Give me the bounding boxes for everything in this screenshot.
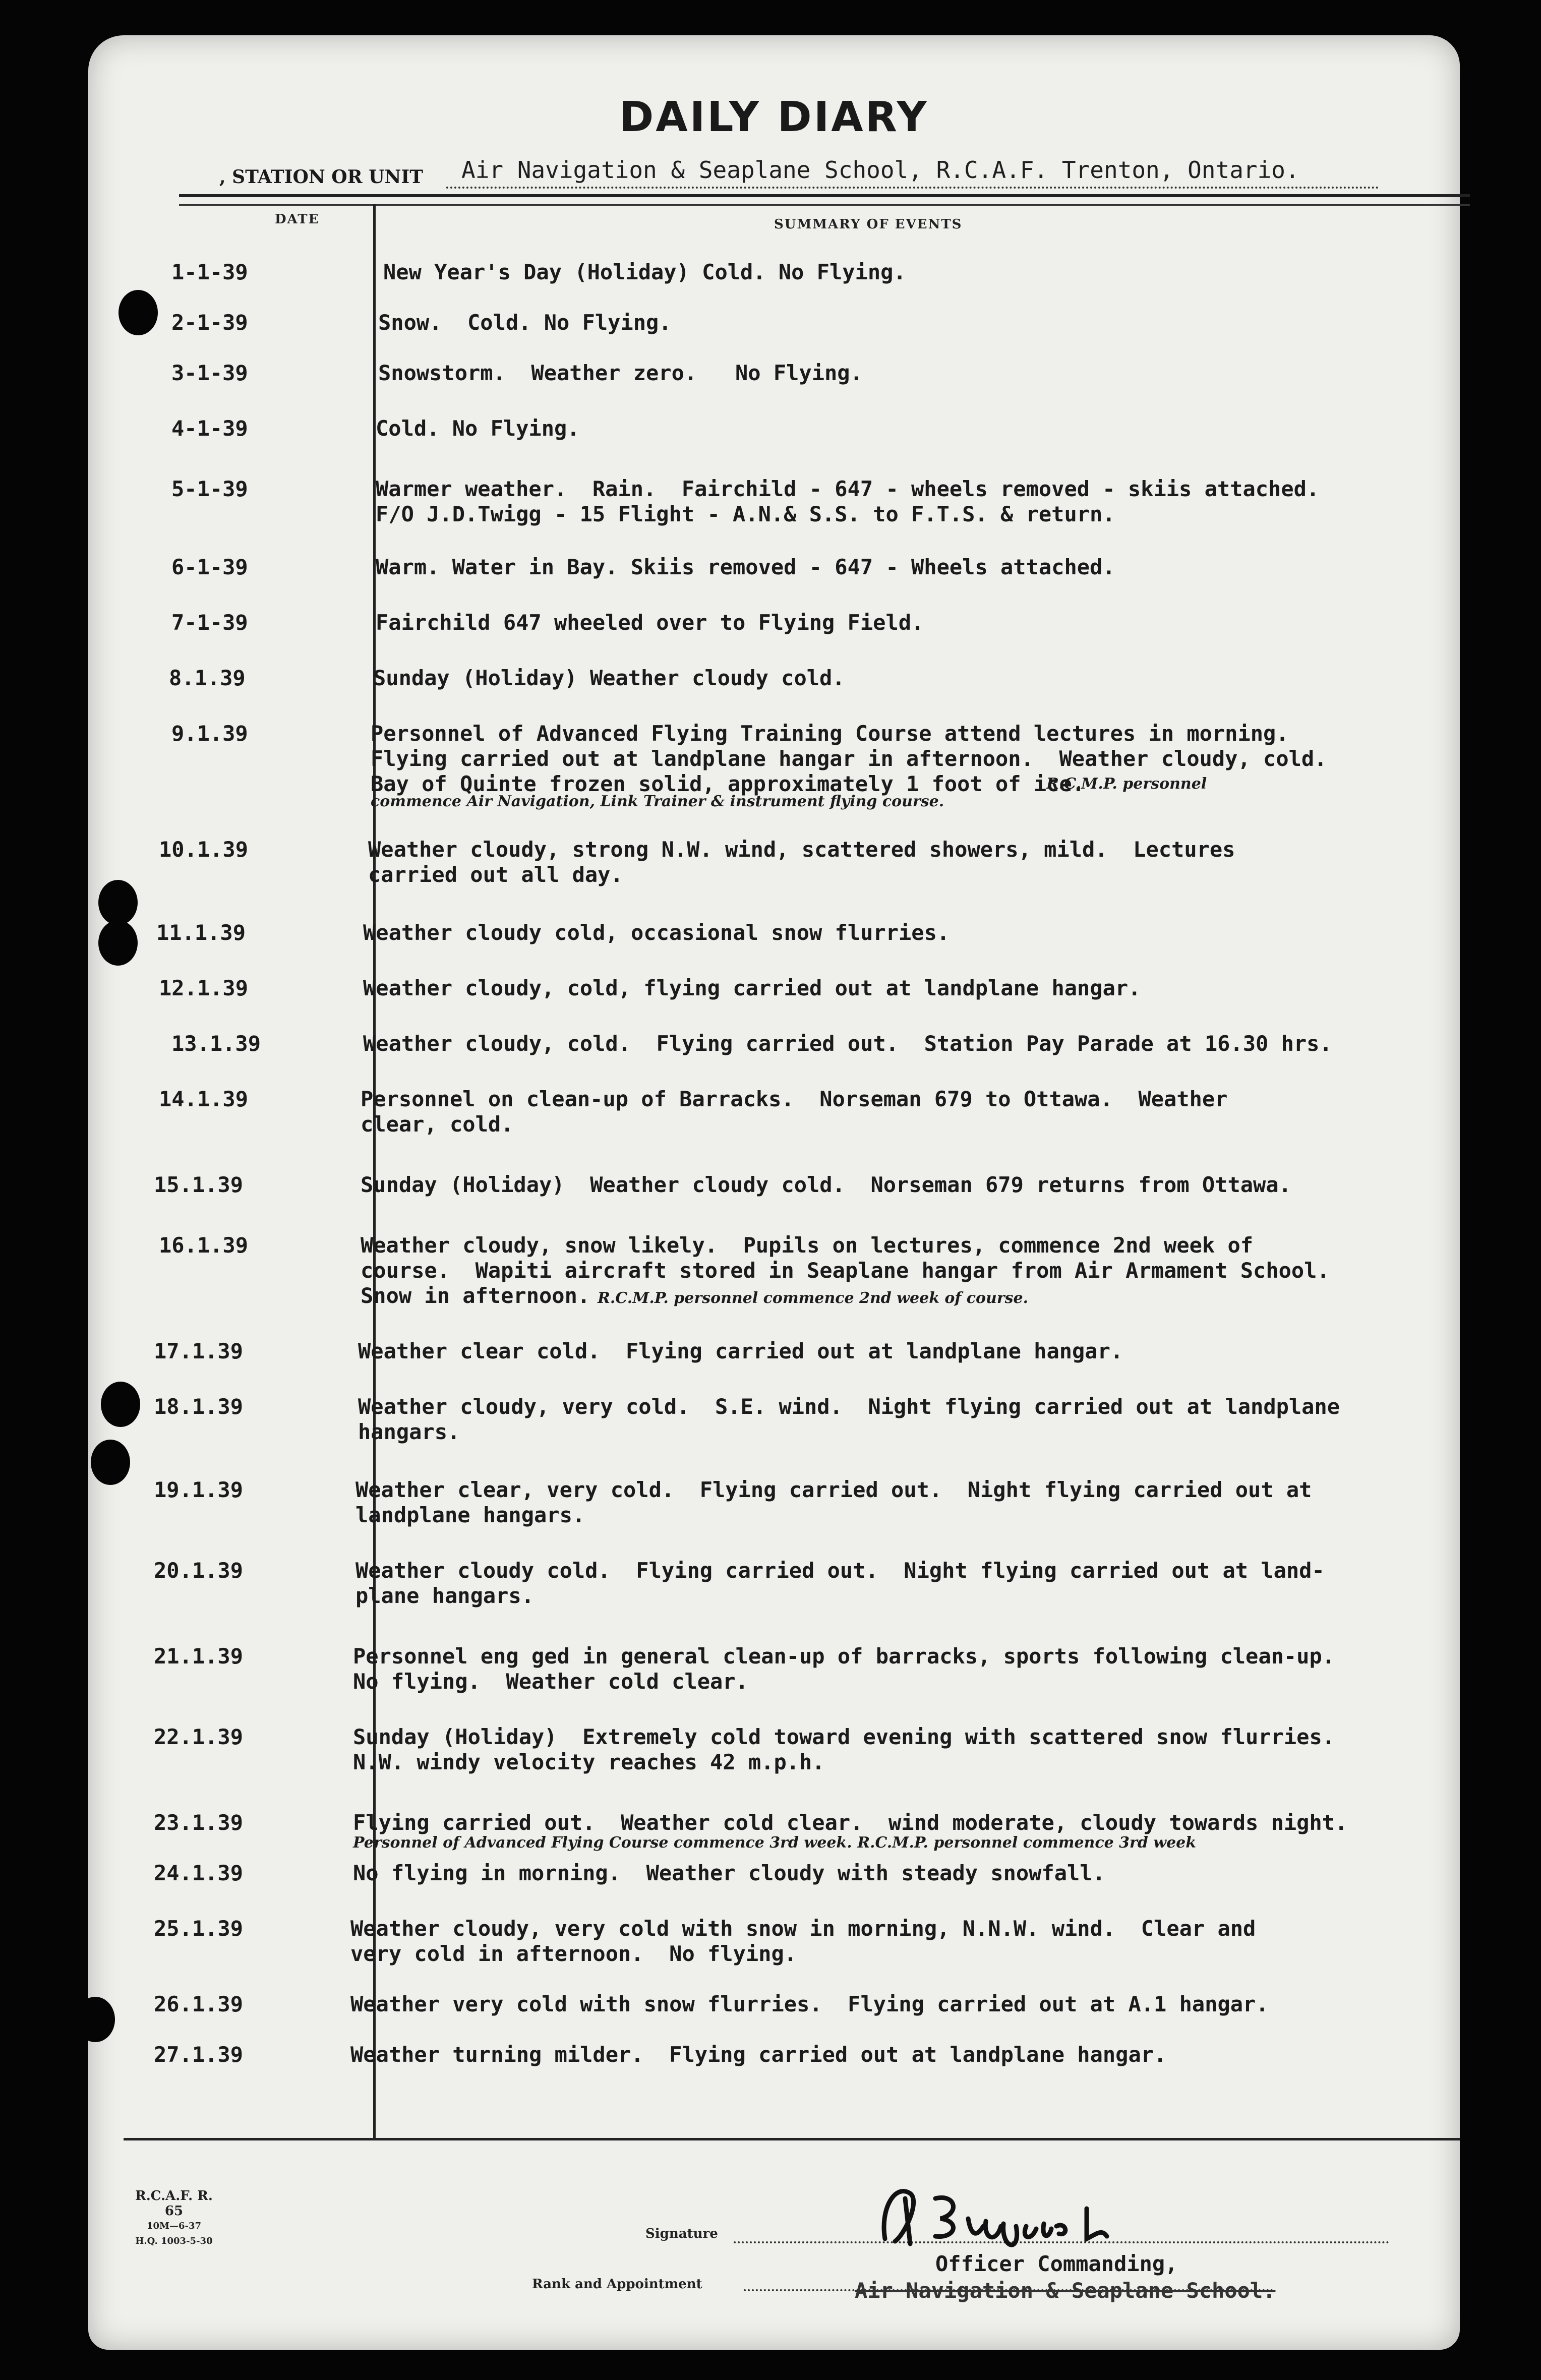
handwritten-note: R.C.M.P. personnel commence 2nd week of course.	[598, 1289, 1029, 1307]
entry-text-line: Sunday (Holiday) Extremely cold toward evening with scattered snow flurries.	[353, 1724, 1335, 1749]
entry-date: 2-1-39	[171, 310, 248, 335]
entry-date: 25.1.39	[154, 1916, 244, 1941]
entry-date: 10.1.39	[159, 837, 249, 862]
entry-text-line: Warm. Water in Bay. Skiis removed - 647 - Wheels attached.	[376, 555, 1115, 579]
entry-text-line: plane hangars.	[355, 1583, 535, 1608]
entry-text-line: Weather cloudy, cold, flying carried out at landplane hangar.	[363, 976, 1141, 1000]
entry-text-line: Weather turning milder. Flying carried out at landplane hangar.	[350, 2042, 1167, 2067]
station-value: Air Navigation & Seaplane School, R.C.A.F. Trenton, Ontario.	[461, 156, 1299, 184]
rank-label: Rank and Appointment	[532, 2277, 702, 2292]
entry-date: 4-1-39	[171, 416, 248, 441]
entry-text-line: Weather cloudy cold, occasional snow flurries.	[363, 920, 950, 945]
punch-hole	[118, 290, 158, 335]
entry-text-line: Weather cloudy cold. Flying carried out. Night flying carried out at land-	[355, 1558, 1325, 1583]
entry-date: 24.1.39	[154, 1861, 244, 1885]
bottom-rule	[124, 2138, 1460, 2140]
entry-date: 1-1-39	[171, 260, 248, 284]
entry-text-line: Weather clear cold. Flying carried out at landplane hangar.	[358, 1339, 1123, 1363]
entry-text-line: New Year's Day (Holiday) Cold. No Flying.	[383, 260, 906, 284]
entry-text-line: very cold in afternoon. No flying.	[350, 1941, 797, 1966]
entry-date: 19.1.39	[154, 1477, 244, 1502]
entry-text-line: Flying carried out. Weather cold clear. wind moderate, cloudy towards night.	[353, 1810, 1348, 1835]
handwritten-note: R.C.M.P. personnel	[1046, 775, 1207, 793]
entry-text-line: Snow in afternoon.	[361, 1283, 590, 1308]
entry-text-line: Weather cloudy, very cold with snow in morning, N.N.W. wind. Clear and	[350, 1916, 1256, 1941]
punch-hole	[76, 1997, 115, 2042]
entry-text-line: F/O J.D.Twigg - 15 Flight - A.N.& S.S. to F.T.S. & return.	[376, 502, 1115, 526]
entry-text-line: Warmer weather. Rain. Fairchild - 647 - wheels removed - skiis attached.	[376, 477, 1320, 501]
station-label: , STATION OR UNIT	[219, 166, 424, 188]
entry-text-line: Sunday (Holiday) Weather cloudy cold.	[373, 666, 845, 690]
entry-date: 18.1.39	[154, 1394, 244, 1419]
entry-text-line: Snow. Cold. No Flying.	[378, 310, 672, 335]
entry-text-line: Personnel on clean-up of Barracks. Norseman 679 to Ottawa. Weather	[361, 1087, 1228, 1111]
entry-text-line: Weather cloudy, strong N.W. wind, scattered showers, mild. Lectures	[368, 837, 1235, 862]
entry-text-line: landplane hangars.	[355, 1503, 585, 1527]
page-title: DAILY DIARY	[619, 93, 929, 141]
station-dotted-line	[446, 187, 1379, 189]
entry-date: 6-1-39	[171, 555, 248, 579]
entry-date: 21.1.39	[154, 1644, 244, 1669]
officer-title: Officer Commanding,	[935, 2251, 1178, 2276]
entry-date: 26.1.39	[154, 1992, 244, 2016]
entry-text-line: carried out all day.	[368, 862, 623, 887]
entry-text-line: Weather cloudy, cold. Flying carried out. Station Pay Parade at 16.30 hrs.	[363, 1031, 1332, 1056]
entry-text-line: Cold. No Flying.	[376, 416, 580, 441]
entry-text-line: clear, cold.	[361, 1112, 514, 1137]
entry-text-line: Personnel eng ged in general clean-up of barracks, sports following clean-up.	[353, 1644, 1335, 1669]
entry-text-line: Flying carried out at landplane hangar in afternoon. Weather cloudy, cold.	[371, 746, 1327, 771]
entry-text-line: N.W. windy velocity reaches 42 m.p.h.	[353, 1750, 825, 1774]
form-code-line: R.C.A.F. R. 65	[135, 2188, 213, 2219]
diary-sheet	[88, 35, 1460, 2350]
form-code	[129, 2188, 219, 2249]
entry-date: 20.1.39	[154, 1558, 244, 1583]
entry-date: 14.1.39	[159, 1087, 249, 1111]
form-code-line: 10M—6-37	[146, 2221, 202, 2231]
entry-text-line: Weather clear, very cold. Flying carried out. Night flying carried out at	[355, 1477, 1312, 1502]
entry-text-line: course. Wapiti aircraft stored in Seaplane hangar from Air Armament School.	[361, 1258, 1330, 1283]
entry-date: 11.1.39	[156, 920, 246, 945]
punch-hole	[91, 1440, 130, 1485]
entry-text-line: Personnel of Advanced Flying Training Course attend lectures in morning.	[371, 721, 1289, 746]
entry-date: 23.1.39	[154, 1810, 244, 1835]
entry-date: 13.1.39	[171, 1031, 261, 1056]
summary-column-header: SUMMARY OF EVENTS	[774, 217, 963, 232]
entry-text-line: Fairchild 647 wheeled over to Flying Field.	[376, 610, 924, 635]
entry-date: 5-1-39	[171, 477, 248, 501]
header-rule-thin	[179, 204, 1470, 206]
entry-text-line: Weather cloudy, very cold. S.E. wind. Night flying carried out at landplane	[358, 1394, 1340, 1419]
entry-text-line: Weather cloudy, snow likely. Pupils on lectures, commence 2nd week of	[361, 1233, 1254, 1258]
entry-text-line: Weather very cold with snow flurries. Flying carried out at A.1 hangar.	[350, 1992, 1269, 2016]
entry-date: 9.1.39	[171, 721, 248, 746]
handwritten-note: commence Air Navigation, Link Trainer & instrument flying course.	[371, 793, 944, 810]
signature-label: Signature	[645, 2226, 718, 2241]
entry-text-line: No flying in morning. Weather cloudy with steady snowfall.	[353, 1861, 1105, 1885]
header-rule	[179, 194, 1470, 197]
entry-date: 22.1.39	[154, 1724, 244, 1749]
punch-hole	[98, 880, 138, 925]
date-column-header: DATE	[275, 212, 320, 227]
entry-date: 12.1.39	[159, 976, 249, 1000]
entry-date: 16.1.39	[159, 1233, 249, 1258]
entry-text-line: hangars.	[358, 1419, 460, 1444]
entry-text-line: Bay of Quinte frozen solid, approximately 1 foot of ice.	[371, 771, 1085, 796]
form-code-line: H.Q. 1003-5-30	[135, 2236, 213, 2246]
entry-date: 7-1-39	[171, 610, 248, 635]
punch-hole	[101, 1382, 140, 1427]
entry-text-line: Sunday (Holiday) Weather cloudy cold. Norseman 679 returns from Ottawa.	[361, 1172, 1291, 1197]
entry-date: 3-1-39	[171, 361, 248, 385]
entry-text-line: No flying. Weather cold clear.	[353, 1669, 748, 1694]
entry-date: 8.1.39	[169, 666, 246, 690]
entry-date: 27.1.39	[154, 2042, 244, 2067]
entry-date: 15.1.39	[154, 1172, 244, 1197]
entry-date: 17.1.39	[154, 1339, 244, 1363]
entry-text-line: Snowstorm. Weather zero. No Flying.	[378, 361, 863, 385]
signature-image	[875, 2178, 1137, 2254]
handwritten-note: Personnel of Advanced Flying Course commence 3rd week. R.C.M.P. personnel commence 3rd week	[353, 1834, 1197, 1852]
officer-unit: Air Navigation & Seaplane School.	[855, 2278, 1276, 2303]
punch-hole	[98, 920, 138, 966]
